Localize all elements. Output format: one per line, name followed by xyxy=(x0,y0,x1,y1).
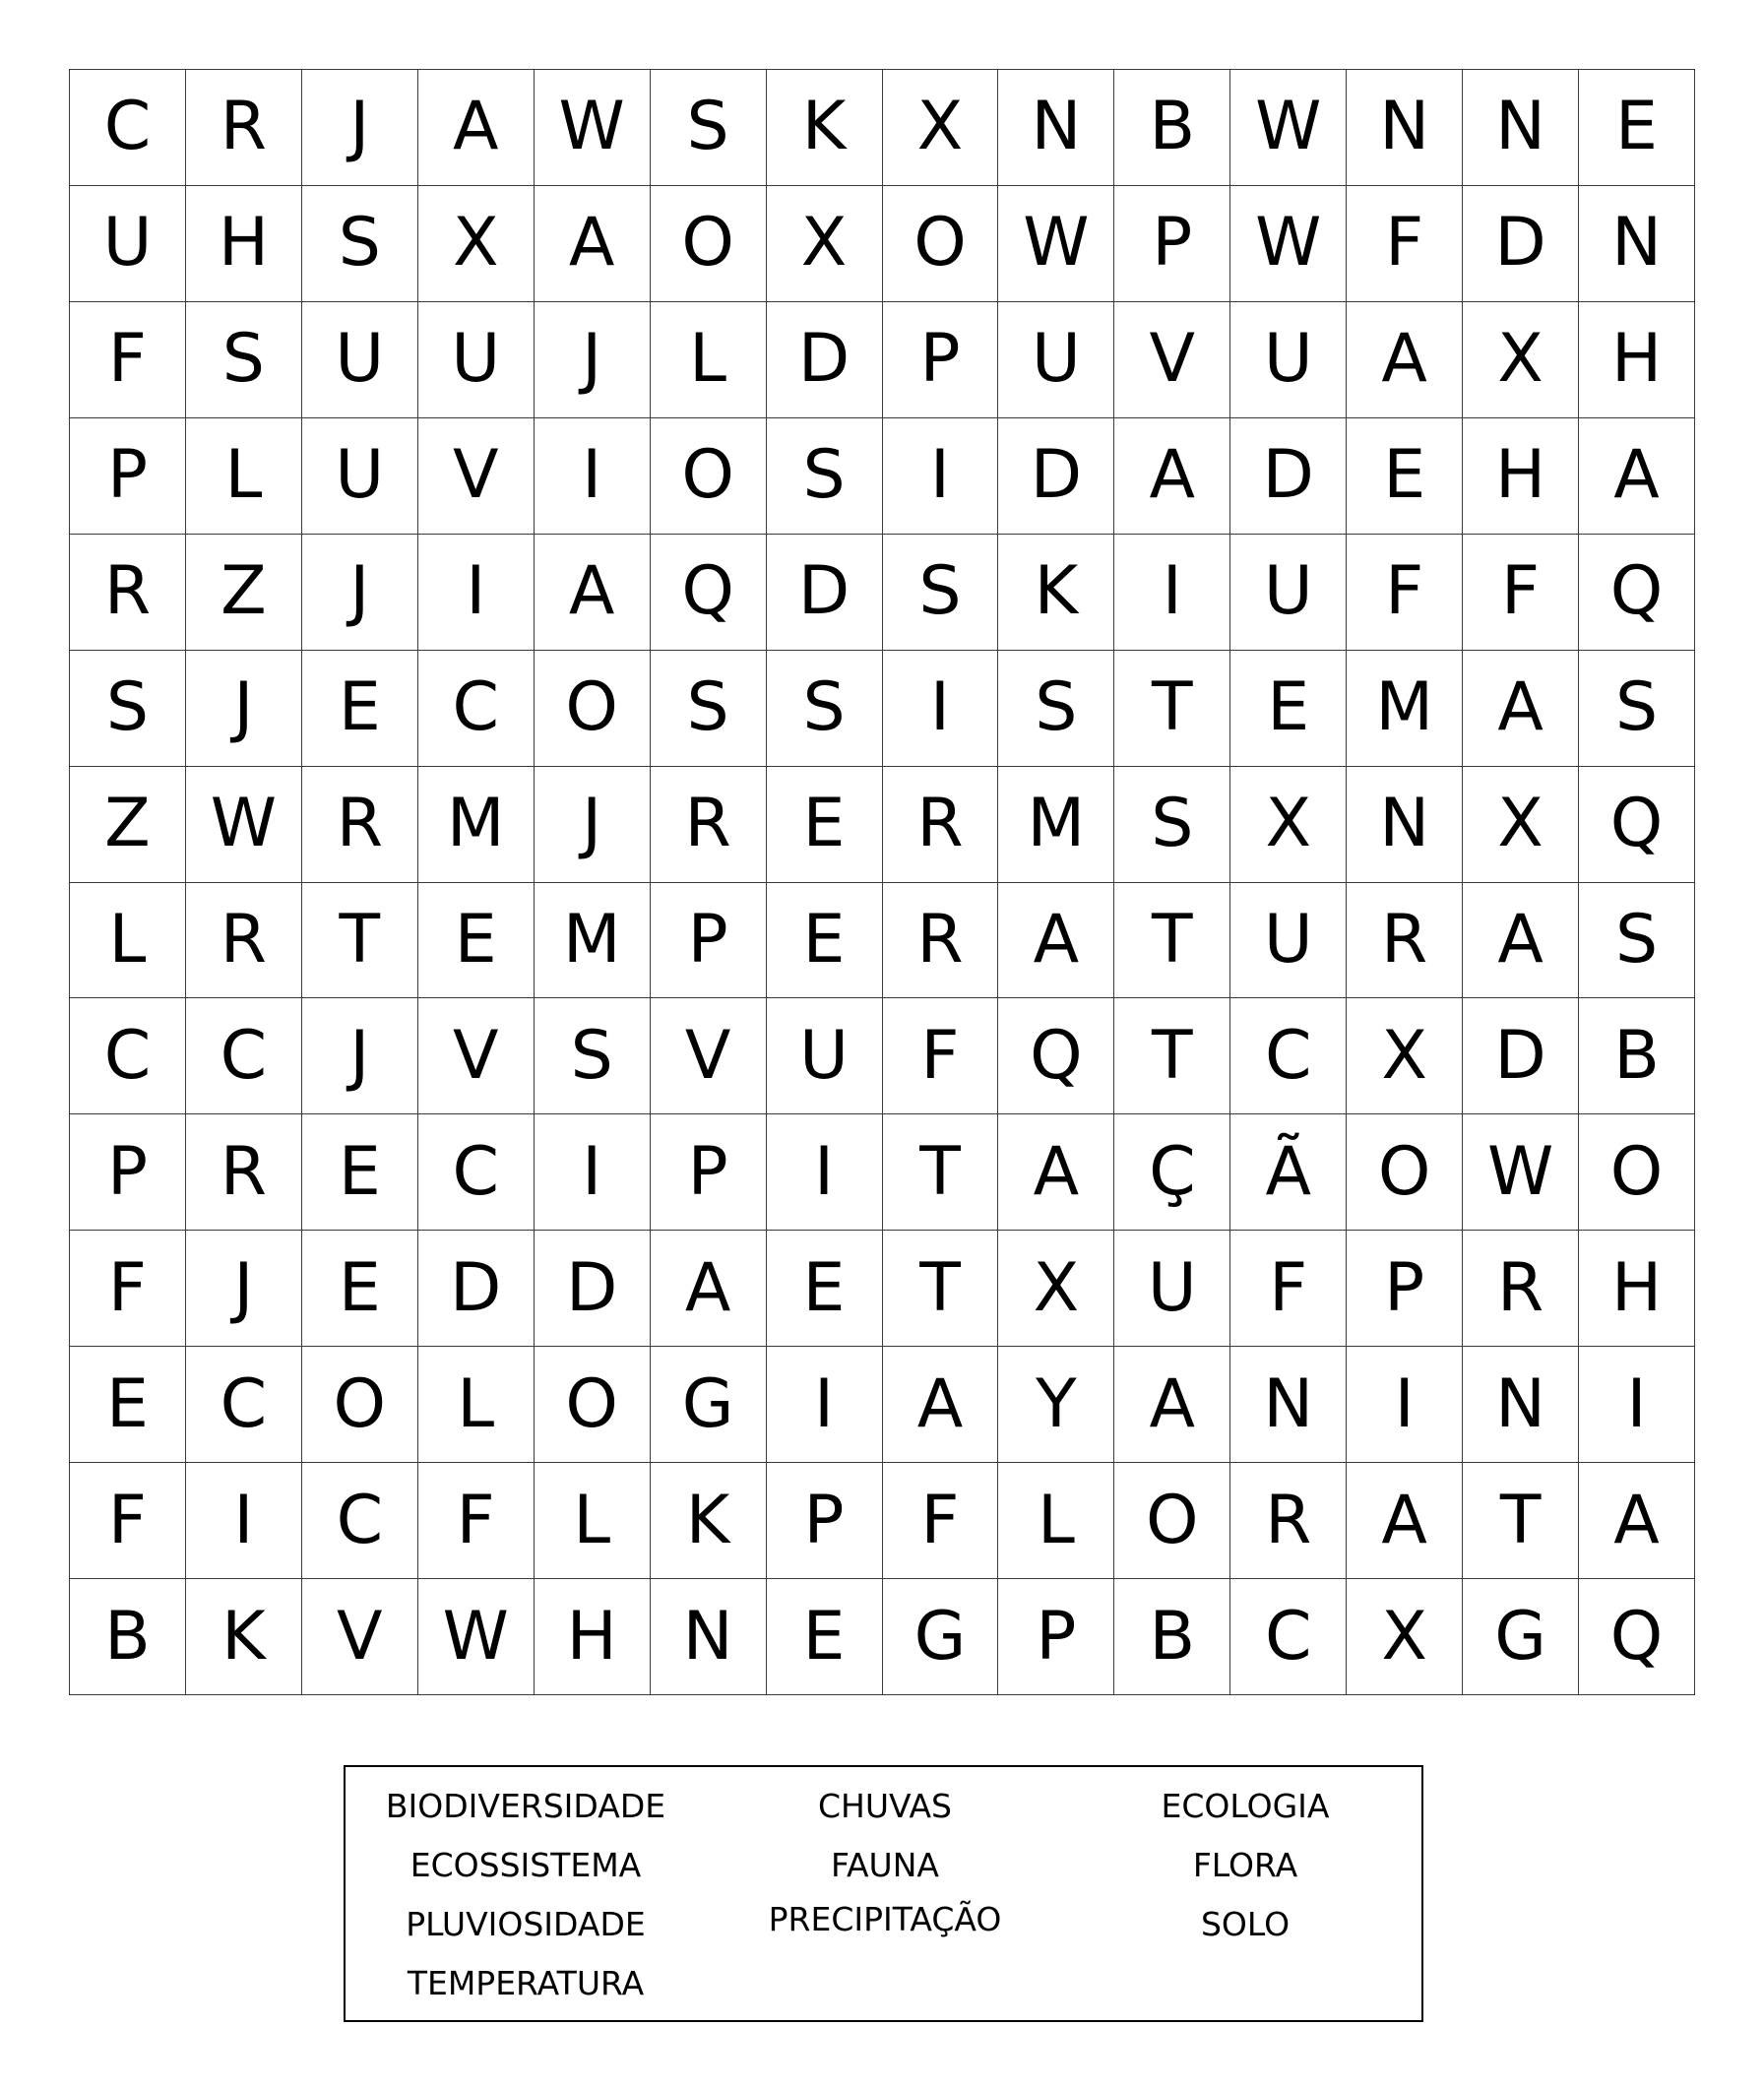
word-list-box xyxy=(344,1765,1423,2022)
grid-cell[interactable]: D xyxy=(1463,998,1579,1114)
grid-cell[interactable]: J xyxy=(302,70,418,186)
grid-cell[interactable]: M xyxy=(418,767,535,883)
grid-cell[interactable]: S xyxy=(1114,767,1230,883)
grid-cell[interactable]: A xyxy=(535,186,651,302)
grid-cell[interactable]: R xyxy=(1230,1463,1347,1579)
grid-cell[interactable]: A xyxy=(1579,1463,1695,1579)
grid-cell[interactable]: V xyxy=(418,998,535,1114)
grid-cell[interactable]: F xyxy=(70,302,186,418)
grid-cell[interactable]: K xyxy=(651,1463,767,1579)
grid-cell[interactable]: F xyxy=(883,1463,999,1579)
grid-cell[interactable]: S xyxy=(70,651,186,767)
grid-cell[interactable]: D xyxy=(767,302,883,418)
grid-cell[interactable]: Q xyxy=(1579,1579,1695,1695)
grid-cell[interactable]: A xyxy=(998,883,1114,999)
grid-cell[interactable]: M xyxy=(1347,651,1463,767)
grid-cell[interactable]: D xyxy=(535,1231,651,1347)
grid-cell[interactable]: S xyxy=(651,70,767,186)
grid-cell[interactable]: I xyxy=(767,1347,883,1463)
grid-cell[interactable]: X xyxy=(998,1231,1114,1347)
word-column-2 xyxy=(705,1767,1065,2020)
grid-cell[interactable]: R xyxy=(186,883,302,999)
grid-cell[interactable]: O xyxy=(535,651,651,767)
grid-cell[interactable]: X xyxy=(1463,302,1579,418)
grid-cell[interactable]: Q xyxy=(1579,767,1695,883)
grid-cell[interactable]: I xyxy=(535,418,651,535)
grid-cell[interactable]: N xyxy=(1347,70,1463,186)
grid-cell[interactable]: A xyxy=(1347,302,1463,418)
grid-cell[interactable]: B xyxy=(70,1579,186,1695)
grid-cell[interactable]: O xyxy=(651,418,767,535)
grid-cell[interactable]: J xyxy=(535,302,651,418)
grid-cell[interactable]: J xyxy=(535,767,651,883)
grid-cell[interactable]: C xyxy=(1230,1579,1347,1695)
grid-cell[interactable]: Q xyxy=(651,535,767,651)
grid-cell[interactable]: P xyxy=(651,883,767,999)
grid-cell[interactable]: R xyxy=(186,1114,302,1231)
grid-cell[interactable]: O xyxy=(883,186,999,302)
word-item: TEMPERATURA xyxy=(407,1964,645,2002)
grid-cell[interactable]: Q xyxy=(998,998,1114,1114)
grid-cell[interactable]: L xyxy=(651,302,767,418)
grid-cell[interactable]: O xyxy=(1347,1114,1463,1231)
grid-cell[interactable]: V xyxy=(302,1579,418,1695)
grid-cell[interactable]: U xyxy=(302,418,418,535)
grid-cell[interactable]: T xyxy=(1114,998,1230,1114)
grid-cell[interactable]: J xyxy=(186,1231,302,1347)
grid-cell[interactable]: U xyxy=(767,998,883,1114)
grid-cell[interactable]: A xyxy=(1114,418,1230,535)
grid-cell[interactable]: P xyxy=(883,302,999,418)
grid-cell[interactable]: M xyxy=(998,767,1114,883)
word-item: PLUVIOSIDADE xyxy=(406,1905,646,1943)
grid-cell[interactable]: I xyxy=(186,1463,302,1579)
grid-cell[interactable]: U xyxy=(1230,535,1347,651)
grid-cell[interactable]: R xyxy=(1347,883,1463,999)
grid-cell[interactable]: U xyxy=(302,302,418,418)
grid-cell[interactable]: B xyxy=(1114,70,1230,186)
grid-cell[interactable]: D xyxy=(998,418,1114,535)
grid-cell[interactable]: T xyxy=(1114,651,1230,767)
grid-cell[interactable]: E xyxy=(767,883,883,999)
grid-cell[interactable]: P xyxy=(70,1114,186,1231)
grid-cell[interactable]: X xyxy=(418,186,535,302)
grid-cell[interactable]: Ã xyxy=(1230,1114,1347,1231)
grid-cell[interactable]: P xyxy=(1347,1231,1463,1347)
grid-cell[interactable]: V xyxy=(1114,302,1230,418)
grid-cell[interactable]: C xyxy=(70,70,186,186)
grid-cell[interactable]: F xyxy=(70,1231,186,1347)
grid-cell[interactable]: A xyxy=(998,1114,1114,1231)
grid-cell[interactable]: H xyxy=(1579,302,1695,418)
grid-cell[interactable]: I xyxy=(883,651,999,767)
grid-cell[interactable]: O xyxy=(535,1347,651,1463)
grid-cell[interactable]: Q xyxy=(1579,535,1695,651)
grid-cell[interactable]: G xyxy=(651,1347,767,1463)
grid-cell[interactable]: W xyxy=(1230,70,1347,186)
word-item: ECOSSISTEMA xyxy=(410,1846,642,1884)
grid-cell[interactable]: Z xyxy=(70,767,186,883)
word-column-3 xyxy=(1065,1767,1425,2020)
grid-cell[interactable]: E xyxy=(1579,70,1695,186)
grid-cell[interactable]: K xyxy=(767,70,883,186)
grid-cell[interactable]: P xyxy=(767,1463,883,1579)
grid-cell[interactable]: P xyxy=(651,1114,767,1231)
grid-cell[interactable]: U xyxy=(998,302,1114,418)
grid-cell[interactable]: R xyxy=(302,767,418,883)
grid-cell[interactable]: O xyxy=(1579,1114,1695,1231)
grid-cell[interactable]: M xyxy=(535,883,651,999)
grid-cell[interactable]: O xyxy=(302,1347,418,1463)
grid-cell[interactable]: X xyxy=(1463,767,1579,883)
grid-cell[interactable]: L xyxy=(998,1463,1114,1579)
grid-cell[interactable]: K xyxy=(186,1579,302,1695)
grid-cell[interactable]: R xyxy=(70,535,186,651)
grid-cell[interactable]: F xyxy=(1347,535,1463,651)
grid-cell[interactable]: Z xyxy=(186,535,302,651)
grid-cell[interactable]: R xyxy=(186,70,302,186)
grid-cell[interactable]: B xyxy=(1579,998,1695,1114)
grid-cell[interactable]: G xyxy=(1463,1579,1579,1695)
grid-cell[interactable]: P xyxy=(70,418,186,535)
grid-cell[interactable]: X xyxy=(1347,1579,1463,1695)
grid-cell[interactable]: I xyxy=(883,418,999,535)
word-item: ECOLOGIA xyxy=(1161,1787,1330,1825)
grid-cell[interactable]: C xyxy=(186,998,302,1114)
grid-cell[interactable]: U xyxy=(1230,302,1347,418)
word-item: FAUNA xyxy=(831,1846,939,1884)
grid-cell[interactable]: E xyxy=(1230,651,1347,767)
grid-cell[interactable]: B xyxy=(1114,1579,1230,1695)
grid-cell[interactable]: A xyxy=(1579,418,1695,535)
grid-cell[interactable]: P xyxy=(998,1579,1114,1695)
grid-cell[interactable]: N xyxy=(651,1579,767,1695)
grid-cell[interactable]: W xyxy=(1230,186,1347,302)
grid-cell[interactable]: W xyxy=(1463,1114,1579,1231)
grid-cell[interactable]: T xyxy=(1114,883,1230,999)
grid-cell[interactable]: A xyxy=(418,70,535,186)
word-item: BIODIVERSIDADE xyxy=(385,1787,666,1825)
grid-cell[interactable]: R xyxy=(651,767,767,883)
grid-cell[interactable]: L xyxy=(418,1347,535,1463)
grid-cell[interactable]: S xyxy=(1579,651,1695,767)
grid-cell[interactable]: H xyxy=(186,186,302,302)
grid-cell[interactable]: G xyxy=(883,1579,999,1695)
grid-cell[interactable]: S xyxy=(767,418,883,535)
grid-cell[interactable]: T xyxy=(883,1114,999,1231)
grid-cell[interactable]: D xyxy=(1463,186,1579,302)
word-item: SOLO xyxy=(1200,1905,1291,1943)
grid-cell[interactable]: S xyxy=(767,651,883,767)
word-item: CHUVAS xyxy=(818,1787,952,1825)
grid-cell[interactable]: H xyxy=(1579,1231,1695,1347)
word-item: PRECIPITAÇÃO xyxy=(768,1900,1002,1938)
grid-cell[interactable]: I xyxy=(418,535,535,651)
grid-cell[interactable]: R xyxy=(883,767,999,883)
grid-cell[interactable]: N xyxy=(1463,70,1579,186)
grid-cell[interactable]: E xyxy=(302,1114,418,1231)
grid-cell[interactable]: S xyxy=(1579,883,1695,999)
grid-cell[interactable]: C xyxy=(418,1114,535,1231)
grid-cell[interactable]: F xyxy=(1463,535,1579,651)
grid-cell[interactable]: C xyxy=(70,998,186,1114)
grid-cell[interactable]: N xyxy=(1230,1347,1347,1463)
grid-cell[interactable]: L xyxy=(70,883,186,999)
grid-cell[interactable]: E xyxy=(302,651,418,767)
grid-cell[interactable]: S xyxy=(186,302,302,418)
grid-cell[interactable]: I xyxy=(535,1114,651,1231)
grid-cell[interactable]: J xyxy=(302,535,418,651)
grid-cell[interactable]: S xyxy=(883,535,999,651)
grid-cell[interactable]: E xyxy=(767,767,883,883)
grid-cell[interactable]: D xyxy=(418,1231,535,1347)
grid-cell[interactable]: S xyxy=(302,186,418,302)
grid-cell[interactable]: T xyxy=(302,883,418,999)
grid-cell[interactable]: I xyxy=(1579,1347,1695,1463)
grid-cell[interactable]: E xyxy=(70,1347,186,1463)
grid-cell[interactable]: I xyxy=(1347,1347,1463,1463)
grid-cell[interactable]: D xyxy=(767,535,883,651)
grid-cell[interactable]: H xyxy=(535,1579,651,1695)
grid-cell[interactable]: I xyxy=(767,1114,883,1231)
grid-cell[interactable]: Y xyxy=(998,1347,1114,1463)
grid-cell[interactable]: K xyxy=(998,535,1114,651)
grid-cell[interactable]: I xyxy=(1114,535,1230,651)
grid-cell[interactable]: F xyxy=(1230,1231,1347,1347)
grid-cell[interactable]: W xyxy=(186,767,302,883)
grid-cell[interactable]: X xyxy=(1230,767,1347,883)
grid-cell[interactable]: J xyxy=(302,998,418,1114)
grid-cell[interactable]: C xyxy=(186,1347,302,1463)
grid-cell[interactable]: W xyxy=(998,186,1114,302)
grid-cell[interactable]: V xyxy=(418,418,535,535)
grid-cell[interactable]: Ç xyxy=(1114,1114,1230,1231)
grid-cell[interactable]: S xyxy=(651,651,767,767)
grid-cell[interactable]: L xyxy=(535,1463,651,1579)
grid-cell[interactable]: C xyxy=(418,651,535,767)
grid-cell[interactable]: E xyxy=(767,1579,883,1695)
grid-cell[interactable]: X xyxy=(1347,998,1463,1114)
grid-cell[interactable]: V xyxy=(651,998,767,1114)
grid-cell[interactable]: N xyxy=(998,70,1114,186)
letter-grid xyxy=(69,69,1695,1695)
word-column-1 xyxy=(346,1767,706,2020)
grid-cell[interactable]: A xyxy=(883,1347,999,1463)
grid-cell[interactable]: F xyxy=(883,998,999,1114)
grid-cell[interactable]: O xyxy=(1114,1463,1230,1579)
grid-cell[interactable]: T xyxy=(883,1231,999,1347)
grid-cell[interactable]: X xyxy=(883,70,999,186)
grid-cell[interactable]: U xyxy=(418,302,535,418)
grid-cell[interactable]: N xyxy=(1463,1347,1579,1463)
grid-cell[interactable]: S xyxy=(998,651,1114,767)
grid-cell[interactable]: E xyxy=(767,1231,883,1347)
grid-cell[interactable]: A xyxy=(651,1231,767,1347)
grid-cell[interactable]: C xyxy=(302,1463,418,1579)
grid-cell[interactable]: O xyxy=(651,186,767,302)
grid-cell[interactable]: E xyxy=(302,1231,418,1347)
grid-cell[interactable]: D xyxy=(1230,418,1347,535)
grid-cell[interactable]: A xyxy=(1463,883,1579,999)
grid-cell[interactable]: A xyxy=(535,535,651,651)
grid-cell[interactable]: X xyxy=(767,186,883,302)
grid-cell[interactable]: U xyxy=(1230,883,1347,999)
grid-cell[interactable]: A xyxy=(1463,651,1579,767)
grid-cell[interactable]: S xyxy=(535,998,651,1114)
grid-cell[interactable]: E xyxy=(418,883,535,999)
grid-cell[interactable]: H xyxy=(1463,418,1579,535)
grid-cell[interactable]: N xyxy=(1347,767,1463,883)
grid-cell[interactable]: F xyxy=(70,1463,186,1579)
grid-cell[interactable]: W xyxy=(535,70,651,186)
word-item: FLORA xyxy=(1192,1846,1298,1884)
grid-cell[interactable]: F xyxy=(1347,186,1463,302)
grid-cell[interactable]: C xyxy=(1230,998,1347,1114)
grid-cell[interactable]: E xyxy=(1347,418,1463,535)
grid-cell[interactable]: U xyxy=(1114,1231,1230,1347)
grid-cell[interactable]: W xyxy=(418,1579,535,1695)
grid-cell[interactable]: T xyxy=(1463,1463,1579,1579)
grid-cell[interactable]: R xyxy=(1463,1231,1579,1347)
grid-cell[interactable]: N xyxy=(1579,186,1695,302)
grid-cell[interactable]: R xyxy=(883,883,999,999)
grid-cell[interactable]: J xyxy=(186,651,302,767)
grid-cell[interactable]: A xyxy=(1114,1347,1230,1463)
grid-cell[interactable]: L xyxy=(186,418,302,535)
grid-cell[interactable]: A xyxy=(1347,1463,1463,1579)
grid-cell[interactable]: U xyxy=(70,186,186,302)
grid-cell[interactable]: P xyxy=(1114,186,1230,302)
grid-cell[interactable]: F xyxy=(418,1463,535,1579)
